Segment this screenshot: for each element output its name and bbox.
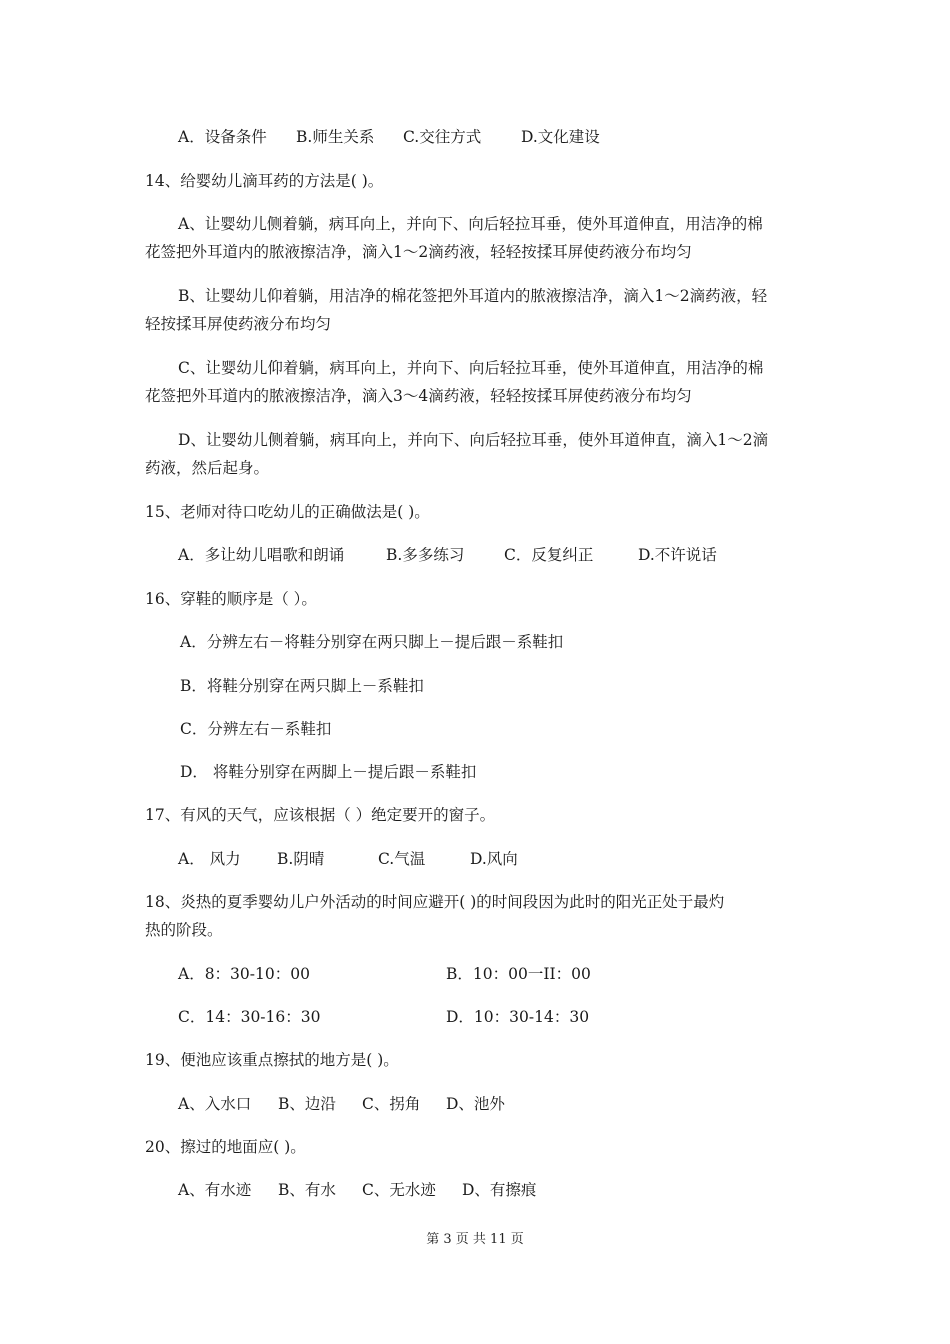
q17-option-b: B.阴晴 xyxy=(277,850,325,868)
q17-option-a: A． 风力 xyxy=(178,850,241,868)
q17-stem: 17、有风的天气，应该根据（ ）绝定要开的窗子。 xyxy=(145,806,496,824)
q13-option-b: B.师生关系 xyxy=(296,128,375,146)
q20-stem: 20、擦过的地面应( )。 xyxy=(145,1138,306,1156)
q13-option-d: D.文化建设 xyxy=(521,128,600,146)
q13-options xyxy=(178,127,600,147)
q19-option-b: B、边沿 xyxy=(278,1095,336,1113)
page-footer: 第 3 页 共 11 页 xyxy=(426,1232,524,1247)
q14-option-a-line1: A、让婴幼儿侧着躺，病耳向上，并向下、向后轻拉耳垂，使外耳道伸直，用洁净的棉 xyxy=(178,215,763,233)
q14-option-b-line1: B、让婴幼儿仰着躺，用洁净的棉花签把外耳道内的脓液擦洁净，滴入1～2滴药液，轻 xyxy=(178,287,768,305)
q17-option-c: C.气温 xyxy=(378,850,426,868)
q14-stem: 14、给婴幼儿滴耳药的方法是( )。 xyxy=(145,172,384,190)
q19-option-c: C、拐角 xyxy=(362,1095,421,1113)
q15-option-d: D.不许说话 xyxy=(638,546,717,564)
q18-stem-line1: 18、炎热的夏季婴幼儿户外活动的时间应避开( )的时间段因为此时的阳光正处于最灼 xyxy=(145,893,725,911)
q14-option-d-line2: 药液，然后起身。 xyxy=(145,459,270,477)
q17-option-d: D.风向 xyxy=(470,850,518,868)
q18-option-a: A．8：30-10：00 xyxy=(178,965,310,983)
q14-option-b-line2: 轻按揉耳屏使药液分布均匀 xyxy=(145,315,332,333)
q19-option-d: D、池外 xyxy=(446,1095,505,1113)
q18-option-b: B．10：00一II：00 xyxy=(446,965,591,983)
q18-option-d: D．10：30-14：30 xyxy=(446,1008,590,1026)
q16-option-c: C．分辨左右－系鞋扣 xyxy=(180,720,332,738)
q13-option-a: A．设备条件 xyxy=(178,128,267,146)
q15-stem: 15、老师对待口吃幼儿的正确做法是( )。 xyxy=(145,503,430,521)
q19-options xyxy=(178,1094,505,1114)
q19-stem: 19、便池应该重点擦拭的地方是( )。 xyxy=(145,1051,399,1069)
q14-option-a-line2: 花签把外耳道内的脓液擦洁净，滴入1～2滴药液，轻轻按揉耳屏使药液分布均匀 xyxy=(145,243,692,261)
q20-option-a: A、有水迹 xyxy=(178,1181,252,1199)
q18-option-c: C．14：30-16：30 xyxy=(178,1008,321,1026)
q14-option-c-line2: 花签把外耳道内的脓液擦洁净，滴入3～4滴药液，轻轻按揉耳屏使药液分布均匀 xyxy=(145,387,692,405)
q20-option-d: D、有擦痕 xyxy=(462,1181,537,1199)
q15-option-b: B.多多练习 xyxy=(386,546,465,564)
q20-options xyxy=(178,1180,536,1200)
q20-option-b: B、有水 xyxy=(278,1181,336,1199)
q14-option-d-line1: D、让婴幼儿侧着躺，病耳向上，并向下、向后轻拉耳垂，使外耳道伸直，滴入1～2滴 xyxy=(178,431,769,449)
q15-option-a: A．多让幼儿唱歌和朗诵 xyxy=(178,546,345,564)
q13-option-c: C.交往方式 xyxy=(403,128,482,146)
q14-option-c-line1: C、让婴幼儿仰着躺，病耳向上，并向下、向后轻拉耳垂，使外耳道伸直，用洁净的棉 xyxy=(178,359,764,377)
q16-option-d: D． 将鞋分别穿在两脚上－提后跟－系鞋扣 xyxy=(180,763,477,781)
q20-option-c: C、无水迹 xyxy=(362,1181,436,1199)
q18-stem-line2: 热的阶段。 xyxy=(145,921,223,939)
q15-option-c: C．反复纠正 xyxy=(504,546,594,564)
q19-option-a: A、入水口 xyxy=(178,1095,252,1113)
q16-option-b: B．将鞋分别穿在两只脚上－系鞋扣 xyxy=(180,677,424,695)
q15-options xyxy=(178,545,717,565)
q17-options xyxy=(178,849,518,869)
q16-stem: 16、穿鞋的顺序是（ ）。 xyxy=(145,590,317,608)
q16-option-a: A．分辨左右－将鞋分别穿在两只脚上－提后跟－系鞋扣 xyxy=(180,633,564,651)
